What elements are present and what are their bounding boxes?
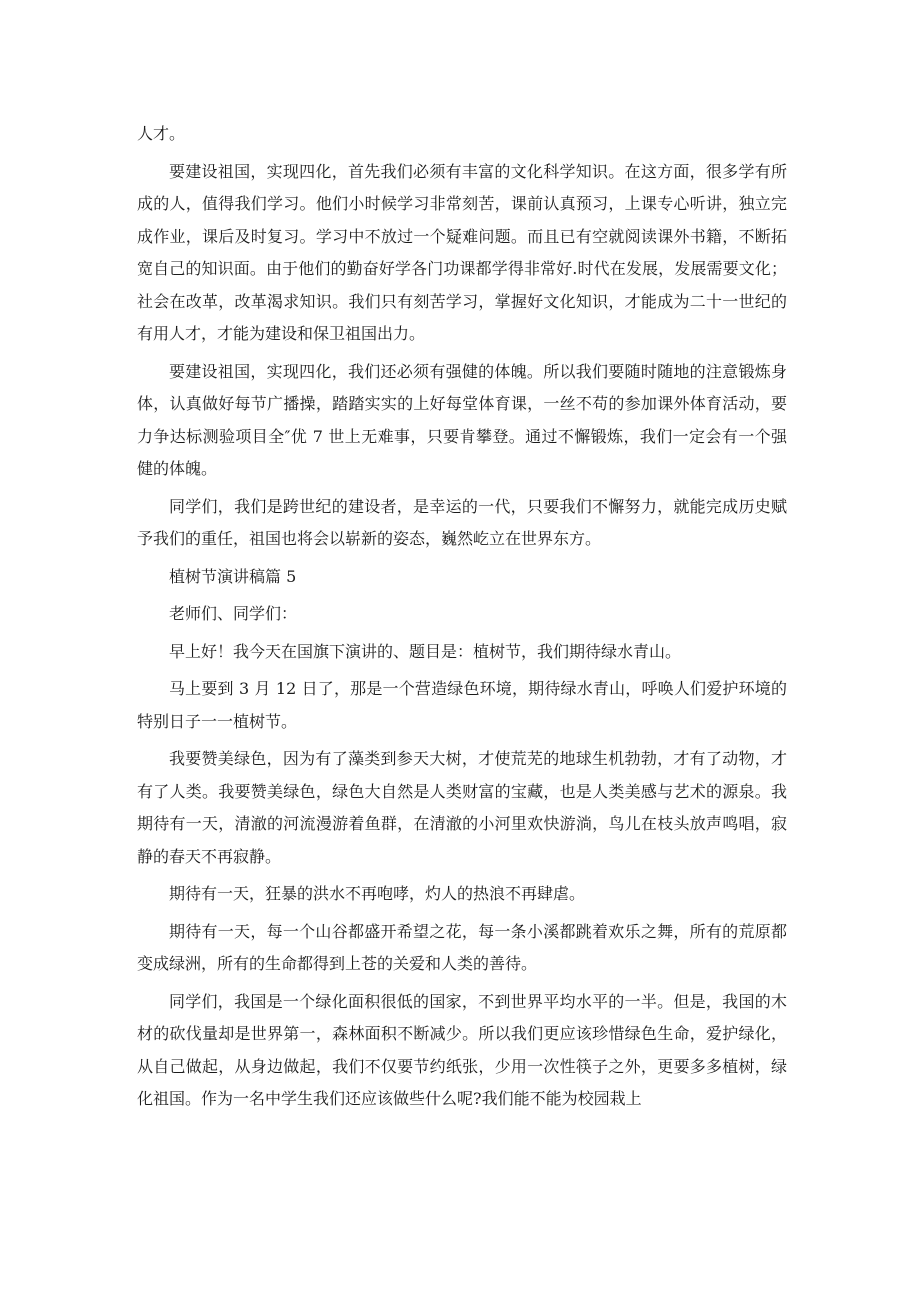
paragraph-11: 期待有一天，每一个山谷都盛开希望之花，每一条小溪都跳着欢乐之舞，所有的荒原都变成绿洲，所有的生命都得到上苍的关爱和人类的善待。 bbox=[137, 921, 787, 973]
paragraph-12: 同学们，我国是一个绿化面积很低的国家，不到世界平均水平的一半。但是，我国的木材的砍伐量却是世界第一，森林面积不断减少。所以我们更应该珍惜绿色生命，爱护绿化，从自己做起，从身边做起，我们不仅要节约纸张，少用一次性筷子之外，更要多多植树，绿化祖国。作为一名中学生我们还应该做些什么呢?我们能不能为校园栽上 bbox=[137, 991, 787, 1108]
paragraph-greeting: 早上好！我今天在国旗下演讲的、题目是：植树节，我们期待绿水青山。 bbox=[169, 641, 682, 661]
paragraph-10: 期待有一天，狂暴的洪水不再咆哮，灼人的热浪不再肆虐。 bbox=[169, 884, 586, 903]
paragraph-3: 要建设祖国，实现四化，我们还必须有强健的体魄。所以我们要随时随地的注意锻炼身体，认真做好每节广播操，踏踏实实的上好每堂体育课，一丝不苟的参加课外体育活动，要力争达标测验项目全″优 7 世上无难事，只要肯攀登。通过不懈锻炼，我们一定会有一个强健的体魄。 bbox=[137, 361, 787, 478]
salutation: 老师们、同学们： bbox=[169, 604, 298, 623]
paragraph-1: 人才。 bbox=[137, 124, 186, 143]
paragraph-2: 要建设祖国，实现四化，首先我们必须有丰富的文化科学知识。在这方面，很多学有所成的人，值得我们学习。他们小时候学习非常刻苦，课前认真预习，上课专心听讲，独立完成作业，课后及时复习。学习中不放过一个疑难问题。而且已有空就阅读课外书籍，不断拓宽自己的知识面。由于他们的勤奋好学各门功课都学得非常好.时代在发展，发展需要文化；社会在改革，改革渴求知识。我们只有刻苦学习，掌握好文化知识，才能成为二十一世纪的有用人才，才能为建设和保卫祖国出力。 bbox=[137, 161, 787, 343]
document-body bbox=[137, 118, 787, 1121]
paragraph-9: 我要赞美绿色，因为有了藻类到参天大树，才使荒芜的地球生机勃勃，才有了动物，才有了人类。我要赞美绿色，绿色大自然是人类财富的宝藏，也是人类美感与艺术的源泉。我期待有一天，清澈的河流漫游着鱼群，在清澈的小河里欢快游淌，鸟儿在枝头放声鸣唱，寂静的春天不再寂静。 bbox=[137, 749, 787, 866]
paragraph-8: 马上要到 3 月 12 日了，那是一个营造绿色环境，期待绿水青山，呼唤人们爱护环境的特别日子一一植树节。 bbox=[137, 679, 787, 731]
section-heading: 植树节演讲稿篇 5 bbox=[169, 566, 297, 586]
paragraph-4: 同学们，我们是跨世纪的建设者，是幸运的一代，只要我们不懈努力，就能完成历史赋予我们的重任，祖国也将会以崭新的姿态，巍然屹立在世界东方。 bbox=[137, 496, 787, 548]
